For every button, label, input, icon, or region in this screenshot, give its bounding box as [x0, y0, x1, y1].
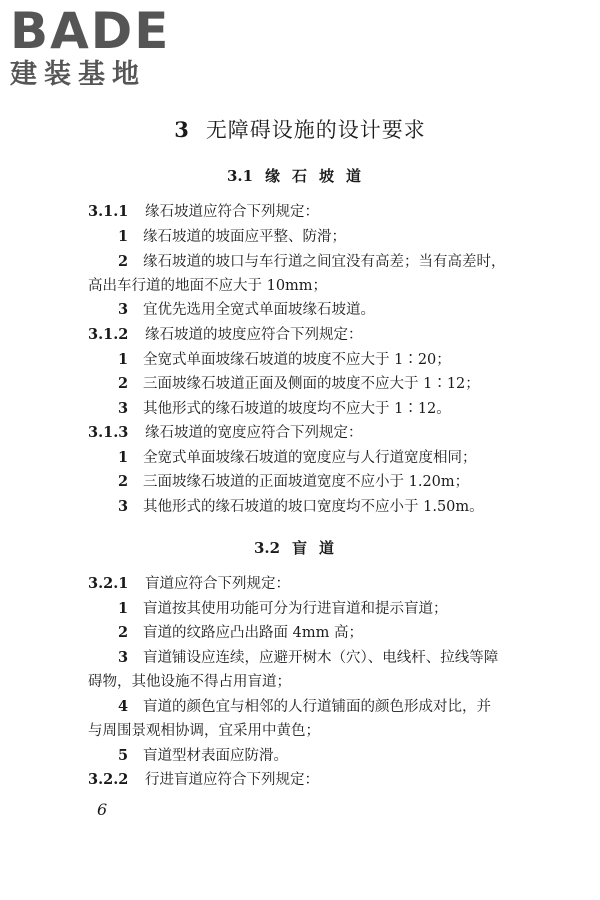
- item-text: 盲道型材表面应防滑。: [143, 748, 288, 764]
- chapter-title-text: 无障碍设施的设计要求: [205, 118, 426, 142]
- section-title-text: 盲道: [292, 539, 347, 557]
- list-item: [118, 399, 451, 419]
- clause-number: 3.1.1: [88, 203, 129, 220]
- item-number: 4: [118, 698, 129, 715]
- logo-subtitle: 建装基地: [10, 59, 146, 90]
- clause-3-2-2: [88, 770, 319, 790]
- item-text: 宜优先选用全宽式单面坡缘石坡道。: [143, 302, 375, 318]
- clause-text: 缘石坡道应符合下列规定：: [145, 204, 319, 220]
- item-number: 1: [118, 351, 129, 368]
- item-number: 3: [118, 498, 129, 515]
- item-number: 1: [118, 600, 129, 617]
- item-number: 2: [118, 624, 129, 641]
- list-item: [118, 599, 448, 619]
- item-text: 三面坡缘石坡道正面及侧面的坡度不应大于 1∶12；: [143, 376, 480, 392]
- list-item: [118, 448, 477, 468]
- item-text: 缘石坡道的坡面应平整、防滑；: [143, 229, 346, 245]
- item-continuation: 碍物，其他设施不得占用盲道；: [88, 674, 291, 690]
- list-item: [118, 300, 375, 320]
- clause-number: 3.1.3: [88, 424, 129, 441]
- item-number: 3: [118, 400, 129, 417]
- list-item: [118, 350, 451, 370]
- item-text: 盲道按其使用功能可分为行进盲道和提示盲道；: [143, 601, 448, 617]
- item-text: 缘石坡道的坡口与车行道之间宜没有高差；当有高差时，: [143, 254, 506, 270]
- clause-text: 缘石坡道的宽度应符合下列规定：: [145, 425, 363, 441]
- clause-3-1-3: [88, 423, 363, 443]
- item-number: 1: [118, 449, 129, 466]
- item-number: 2: [118, 473, 129, 490]
- clause-text: 缘石坡道的坡度应符合下列规定：: [145, 327, 363, 343]
- item-number: 5: [118, 747, 129, 764]
- clause-text: 盲道应符合下列规定：: [145, 576, 290, 592]
- list-item: [118, 697, 491, 717]
- item-number: 3: [118, 301, 129, 318]
- list-item: [118, 374, 480, 394]
- section-title-3-2: [0, 537, 600, 558]
- clause-text: 行进盲道应符合下列规定：: [145, 772, 319, 788]
- bade-logo: [10, 4, 170, 90]
- item-text: 盲道铺设应连续，应避开树木（穴）、电线杆、拉线等障: [143, 650, 499, 666]
- item-text: 三面坡缘石坡道的正面坡道宽度不应小于 1.20m；: [143, 474, 470, 490]
- item-text: 其他形式的缘石坡道的坡度均不应大于 1∶12。: [143, 401, 451, 417]
- item-text: 全宽式单面坡缘石坡道的宽度应与人行道宽度相同；: [143, 450, 477, 466]
- clause-number: 3.2.1: [88, 575, 129, 592]
- section-number: 3.2: [253, 539, 281, 557]
- page-number: 6: [97, 800, 108, 819]
- list-item: [118, 472, 469, 492]
- item-text: 盲道的颜色宜与相邻的人行道铺面的颜色形成对比，并: [143, 699, 491, 715]
- item-continuation: 与周围景观相协调，宜采用中黄色；: [88, 723, 320, 739]
- clause-number: 3.1.2: [88, 326, 129, 343]
- list-item: [118, 746, 288, 766]
- item-number: 1: [118, 228, 129, 245]
- list-item: [118, 227, 346, 247]
- logo-mark: BADE: [10, 2, 171, 60]
- item-text: 盲道的纹路应凸出路面 4mm 高；: [143, 625, 363, 641]
- list-item: [118, 623, 363, 643]
- item-number: 3: [118, 649, 129, 666]
- section-number: 3.1: [226, 167, 254, 185]
- clause-3-1-1: [88, 202, 319, 222]
- item-number: 2: [118, 253, 129, 270]
- chapter-title: [0, 114, 600, 144]
- item-text: 全宽式单面坡缘石坡道的坡度不应大于 1∶20；: [143, 352, 451, 368]
- clause-3-1-2: [88, 325, 363, 345]
- section-title-3-1: [0, 165, 600, 186]
- item-number: 2: [118, 375, 129, 392]
- list-item: [118, 648, 498, 668]
- list-item: [118, 252, 506, 272]
- list-item: [118, 497, 484, 517]
- clause-number: 3.2.2: [88, 771, 129, 788]
- section-title-text: 缘石坡道: [265, 167, 374, 185]
- item-continuation: 高出车行道的地面不应大于 10mm；: [88, 278, 328, 294]
- item-text: 其他形式的缘石坡道的坡口宽度均不应小于 1.50m。: [143, 499, 484, 515]
- chapter-number: 3: [174, 117, 190, 142]
- clause-3-2-1: [88, 574, 290, 594]
